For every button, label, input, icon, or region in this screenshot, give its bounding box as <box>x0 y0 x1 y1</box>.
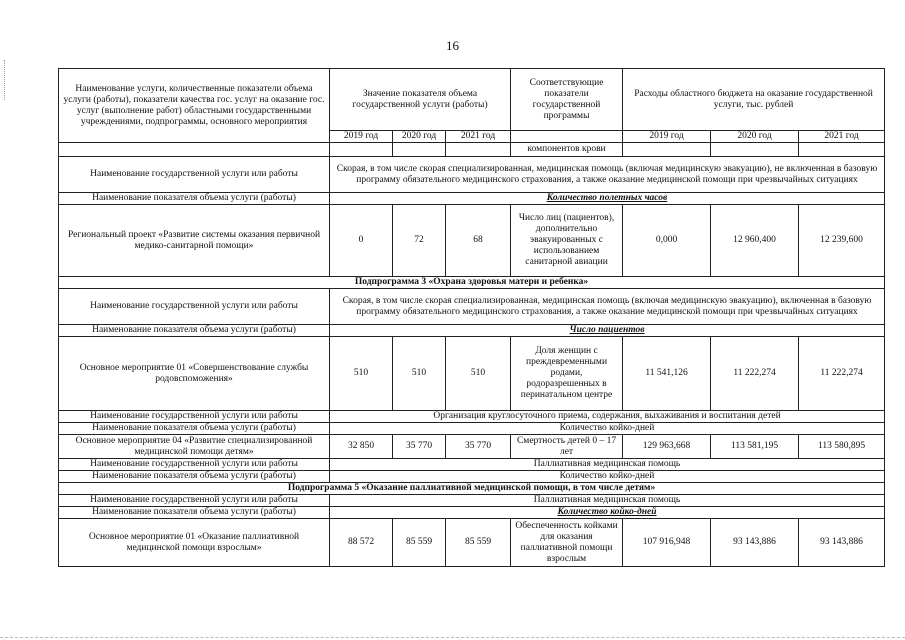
indicator-cell: Доля женщин с преждевременными родами, родоразрешенных в перинатальном центре <box>511 337 623 411</box>
expense-2019: 107 916,948 <box>623 519 711 567</box>
year-2020-exp: 2020 год <box>711 131 799 143</box>
header-indicator-blank <box>511 131 623 143</box>
table-row <box>59 435 885 459</box>
table-row <box>59 507 885 519</box>
expense-2020: 12 960,400 <box>711 205 799 277</box>
value-2021: 510 <box>446 337 511 411</box>
year-2021-exp: 2021 год <box>799 131 885 143</box>
expense-2021: 11 222,274 <box>799 337 885 411</box>
value-2020: 72 <box>393 205 446 277</box>
indicator-name: Количество полетных часов <box>330 193 885 205</box>
expense-2021: 12 239,600 <box>799 205 885 277</box>
table-row <box>59 411 885 423</box>
table-row <box>59 325 885 337</box>
table-row <box>59 143 885 157</box>
row-label: Наименование государственной услуги или работы <box>59 289 330 325</box>
expense-2021: 93 143,886 <box>799 519 885 567</box>
indicator-cell: Число лиц (пациентов), дополнительно эвакуированных с использованием санитарной авиации <box>511 205 623 277</box>
header-col-expenses: Расходы областного бюджета на оказание государственной услуги, тыс. рублей <box>623 69 885 131</box>
value-2021: 68 <box>446 205 511 277</box>
row-label: Наименование показателя объема услуги (работы) <box>59 325 330 337</box>
indicator-name: Количество койко-дней <box>330 423 885 435</box>
table-row <box>59 423 885 435</box>
table-row <box>59 289 885 325</box>
value-2021: 35 770 <box>446 435 511 459</box>
header-col-volume: Значение показателя объема государственной услуги (работы) <box>330 69 511 131</box>
header-col-service: Наименование услуги, количественные показатели объема услуги (работы), показатели качества гос. услуг на оказание гос. услуг (выполнение работ) областными государственными учреждениями, подпрограммы, основного мероприятия <box>59 69 330 143</box>
value-2020: 35 770 <box>393 435 446 459</box>
indicator-cell: Обеспеченность койками для оказания паллиативной помощи взрослым <box>511 519 623 567</box>
row-label: Наименование государственной услуги или работы <box>59 459 330 471</box>
expense-2019: 11 541,126 <box>623 337 711 411</box>
row-label: Наименование показателя объема услуги (работы) <box>59 471 330 483</box>
row-label: Наименование государственной услуги или работы <box>59 157 330 193</box>
margin-marks <box>4 60 8 100</box>
indicator-name: Количество койко-дней <box>330 471 885 483</box>
value-2020: 85 559 <box>393 519 446 567</box>
header-col-indicator: Соответствующие показатели государственной программы <box>511 69 623 131</box>
activity-name: Основное мероприятие 04 «Развитие специализированной медицинской помощи детям» <box>59 435 330 459</box>
row-label: Наименование государственной услуги или работы <box>59 495 330 507</box>
table-row <box>59 193 885 205</box>
table-row <box>59 471 885 483</box>
indicator-cell: компонентов крови <box>511 143 623 157</box>
subprogram-row <box>59 483 885 495</box>
expense-2020: 113 581,195 <box>711 435 799 459</box>
service-name: Скорая, в том числе скорая специализированная, медицинская помощь (включая медицинскую эвакуацию), включенная в базовую программу обязательного медицинского страхования, а также оказание медицинской помощи при чрезвычайных ситуациях <box>330 289 885 325</box>
value-2019: 32 850 <box>330 435 393 459</box>
value-2019: 510 <box>330 337 393 411</box>
subprogram-title: Подпрограмма 5 «Оказание паллиативной медицинской помощи, в том числе детям» <box>59 483 885 495</box>
activity-name: Основное мероприятие 01 «Совершенствование службы родовспоможения» <box>59 337 330 411</box>
table-row <box>59 519 885 567</box>
table-row <box>59 495 885 507</box>
activity-name: Региональный проект «Развитие системы оказания первичной медико-санитарной помощи» <box>59 205 330 277</box>
scan-footer-line <box>0 635 905 638</box>
expense-2020: 93 143,886 <box>711 519 799 567</box>
year-2021: 2021 год <box>446 131 511 143</box>
value-2019: 88 572 <box>330 519 393 567</box>
indicator-name: Число пациентов <box>330 325 885 337</box>
value-2021: 85 559 <box>446 519 511 567</box>
header-row <box>59 69 885 131</box>
table-row <box>59 205 885 277</box>
expense-2019: 0,000 <box>623 205 711 277</box>
service-name: Паллиативная медицинская помощь <box>330 459 885 471</box>
year-2020: 2020 год <box>393 131 446 143</box>
expense-2019: 129 963,668 <box>623 435 711 459</box>
table-row <box>59 157 885 193</box>
row-label: Наименование показателя объема услуги (работы) <box>59 193 330 205</box>
expense-2021: 113 580,895 <box>799 435 885 459</box>
table-row <box>59 459 885 471</box>
expense-2020: 11 222,274 <box>711 337 799 411</box>
row-label: Наименование государственной услуги или работы <box>59 411 330 423</box>
row-label: Наименование показателя объема услуги (работы) <box>59 507 330 519</box>
indicator-name: Количество койко-дней <box>330 507 885 519</box>
value-2020: 510 <box>393 337 446 411</box>
service-name: Организация круглосуточного приема, содержания, выхаживания и воспитания детей <box>330 411 885 423</box>
subprogram-title: Подпрограмма 3 «Охрана здоровья матери и ребенка» <box>59 277 885 289</box>
activity-name: Основное мероприятие 01 «Оказание паллиативной медицинской помощи взрослым» <box>59 519 330 567</box>
subprogram-row <box>59 277 885 289</box>
row-label: Наименование показателя объема услуги (работы) <box>59 423 330 435</box>
budget-table <box>58 68 885 567</box>
service-name: Скорая, в том числе скорая специализированная, медицинская помощь (включая медицинскую эвакуацию), не включенная в базовую программу обязательного медицинского страхования, а также оказание медицинской помощи при чрезвычайных ситуациях <box>330 157 885 193</box>
year-2019-exp: 2019 год <box>623 131 711 143</box>
page-number: 16 <box>446 38 459 53</box>
value-2019: 0 <box>330 205 393 277</box>
indicator-cell: Смертность детей 0 – 17 лет <box>511 435 623 459</box>
year-2019: 2019 год <box>330 131 393 143</box>
table-row <box>59 337 885 411</box>
service-name: Паллиативная медицинская помощь <box>330 495 885 507</box>
